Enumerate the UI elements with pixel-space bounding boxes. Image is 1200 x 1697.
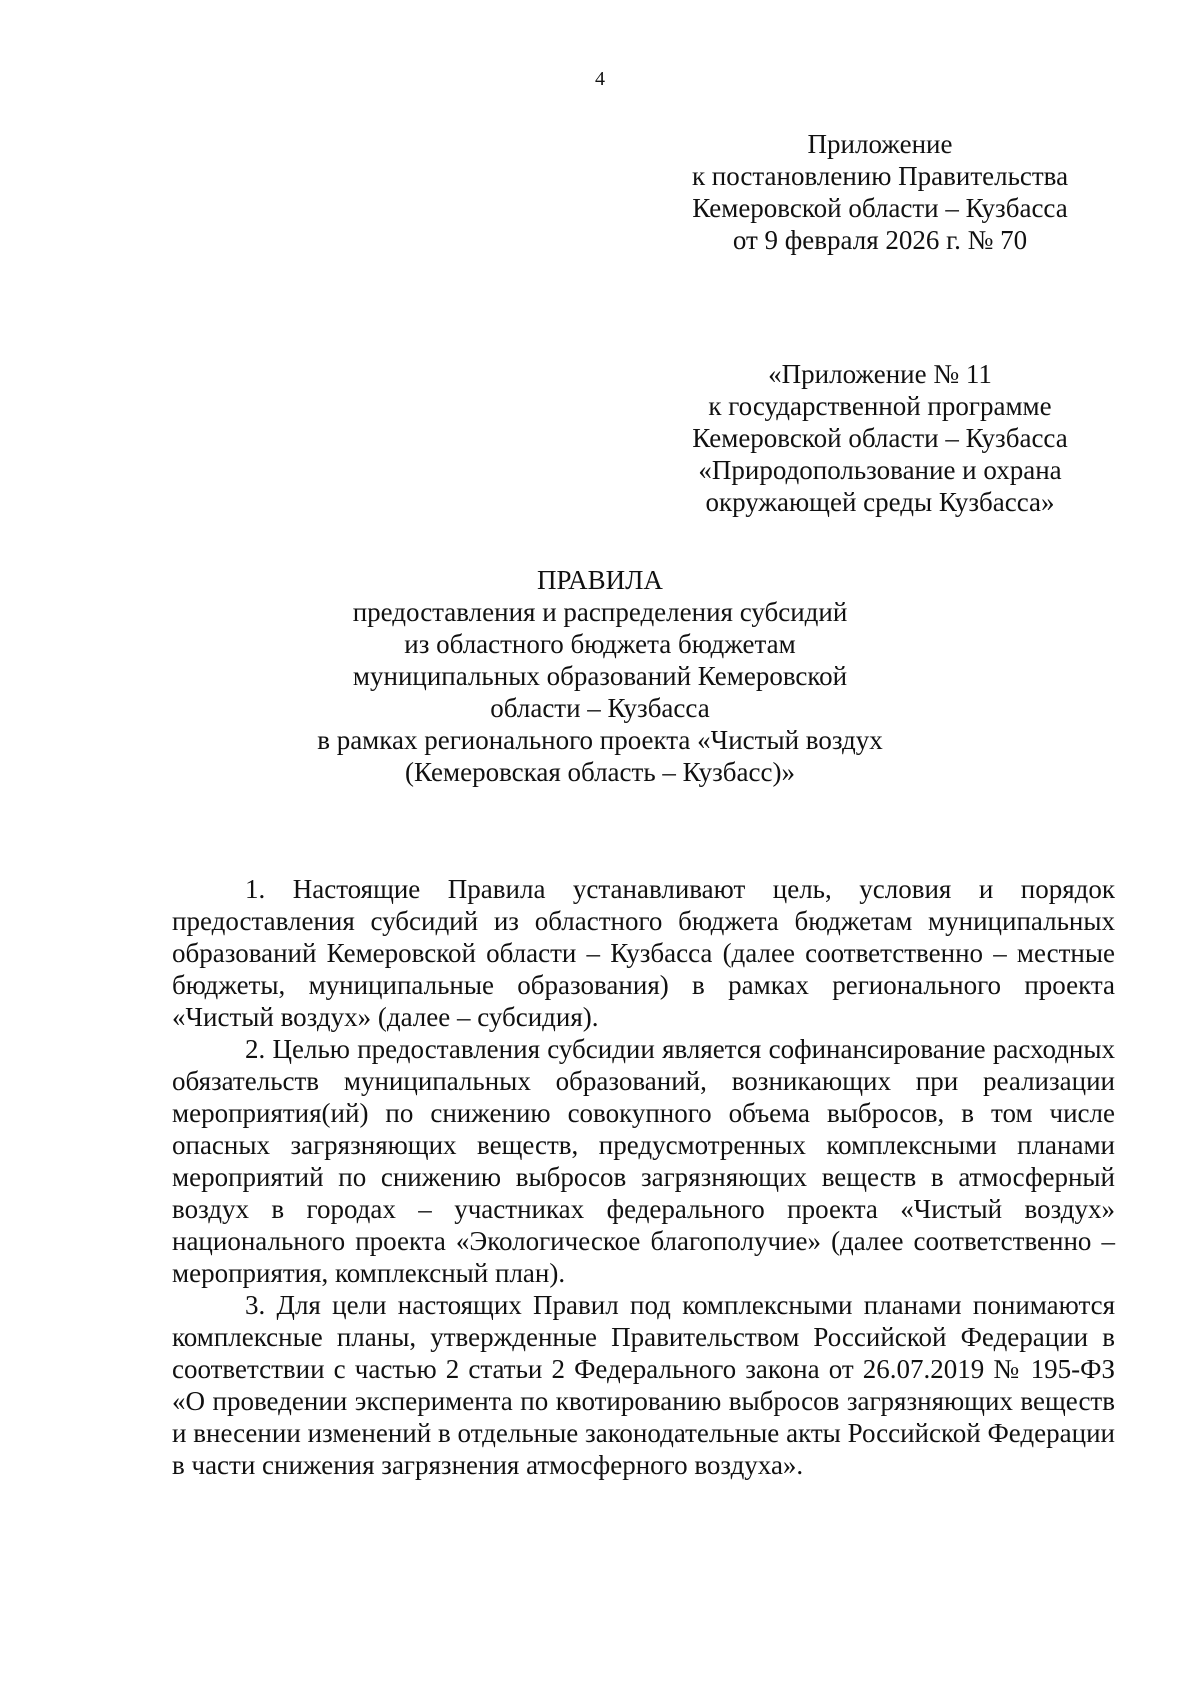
paragraph-1: 1. Настоящие Правила устанавливают цель, условия и порядок предоставления субсидий из областного бюджета бюджетам муниципальных образований Кемеровской области – Кузбасса (далее соответственно – местные бюджеты, муниципальные образования) в рамках регионального проекта «Чистый воздух» (далее – субсидия).: [172, 874, 1115, 1032]
approval-block: [660, 128, 1100, 256]
document-title: [300, 564, 900, 788]
title-line: из областного бюджета бюджетам: [404, 629, 796, 659]
annex-line: окружающей среды Кузбасса»: [705, 487, 1055, 517]
annex-block: [660, 358, 1100, 518]
paragraph-2: 2. Целью предоставления субсидии является софинансирование расходных обязательств муниципальных образований, возникающих при реализации мероприятия(ий) по снижению совокупного объема выбросов, в том числе опасных загрязняющих веществ, предусмотренных комплексными планами мероприятий по снижению выбросов загрязняющих веществ в атмосферный воздух в городах – участниках федерального проекта «Чистый воздух» национального проекта «Экологическое благополучие» (далее соответственно – мероприятия, комплексный план).: [172, 1034, 1115, 1288]
title-line: в рамках регионального проекта «Чистый воздух: [317, 725, 883, 755]
approval-line: к постановлению Правительства: [691, 161, 1069, 191]
approval-line: Приложение: [807, 129, 953, 159]
document-body: [172, 873, 1115, 1481]
title-line: предоставления и распределения субсидий: [352, 597, 848, 627]
annex-line: к государственной программе: [708, 391, 1052, 421]
approval-line: Кемеровской области – Кузбасса: [692, 193, 1068, 223]
title-line: муниципальных образований Кемеровской: [352, 661, 848, 691]
title-line: (Кемеровская область – Кузбасс)»: [405, 757, 795, 787]
annex-line: «Приложение № 11: [768, 359, 992, 389]
title-line: области – Кузбасса: [490, 693, 710, 723]
page-number: 4: [595, 68, 605, 90]
annex-line: «Природопользование и охрана: [698, 455, 1062, 485]
annex-line: Кемеровской области – Кузбасса: [692, 423, 1068, 453]
title-heading: ПРАВИЛА: [537, 565, 663, 595]
approval-line: от 9 февраля 2026 г. № 70: [732, 225, 1028, 255]
paragraph-3: 3. Для цели настоящих Правил под комплексными планами понимаются комплексные планы, утвержденные Правительством Российской Федерации в соответствии с частью 2 статьи 2 Федерального закона от 26.07.2019 № 195-ФЗ «О проведении эксперимента по квотированию выбросов загрязняющих веществ и внесении изменений в отдельные законодательные акты Российской Федерации в части снижения загрязнения атмосферного воздуха».: [172, 1290, 1115, 1480]
